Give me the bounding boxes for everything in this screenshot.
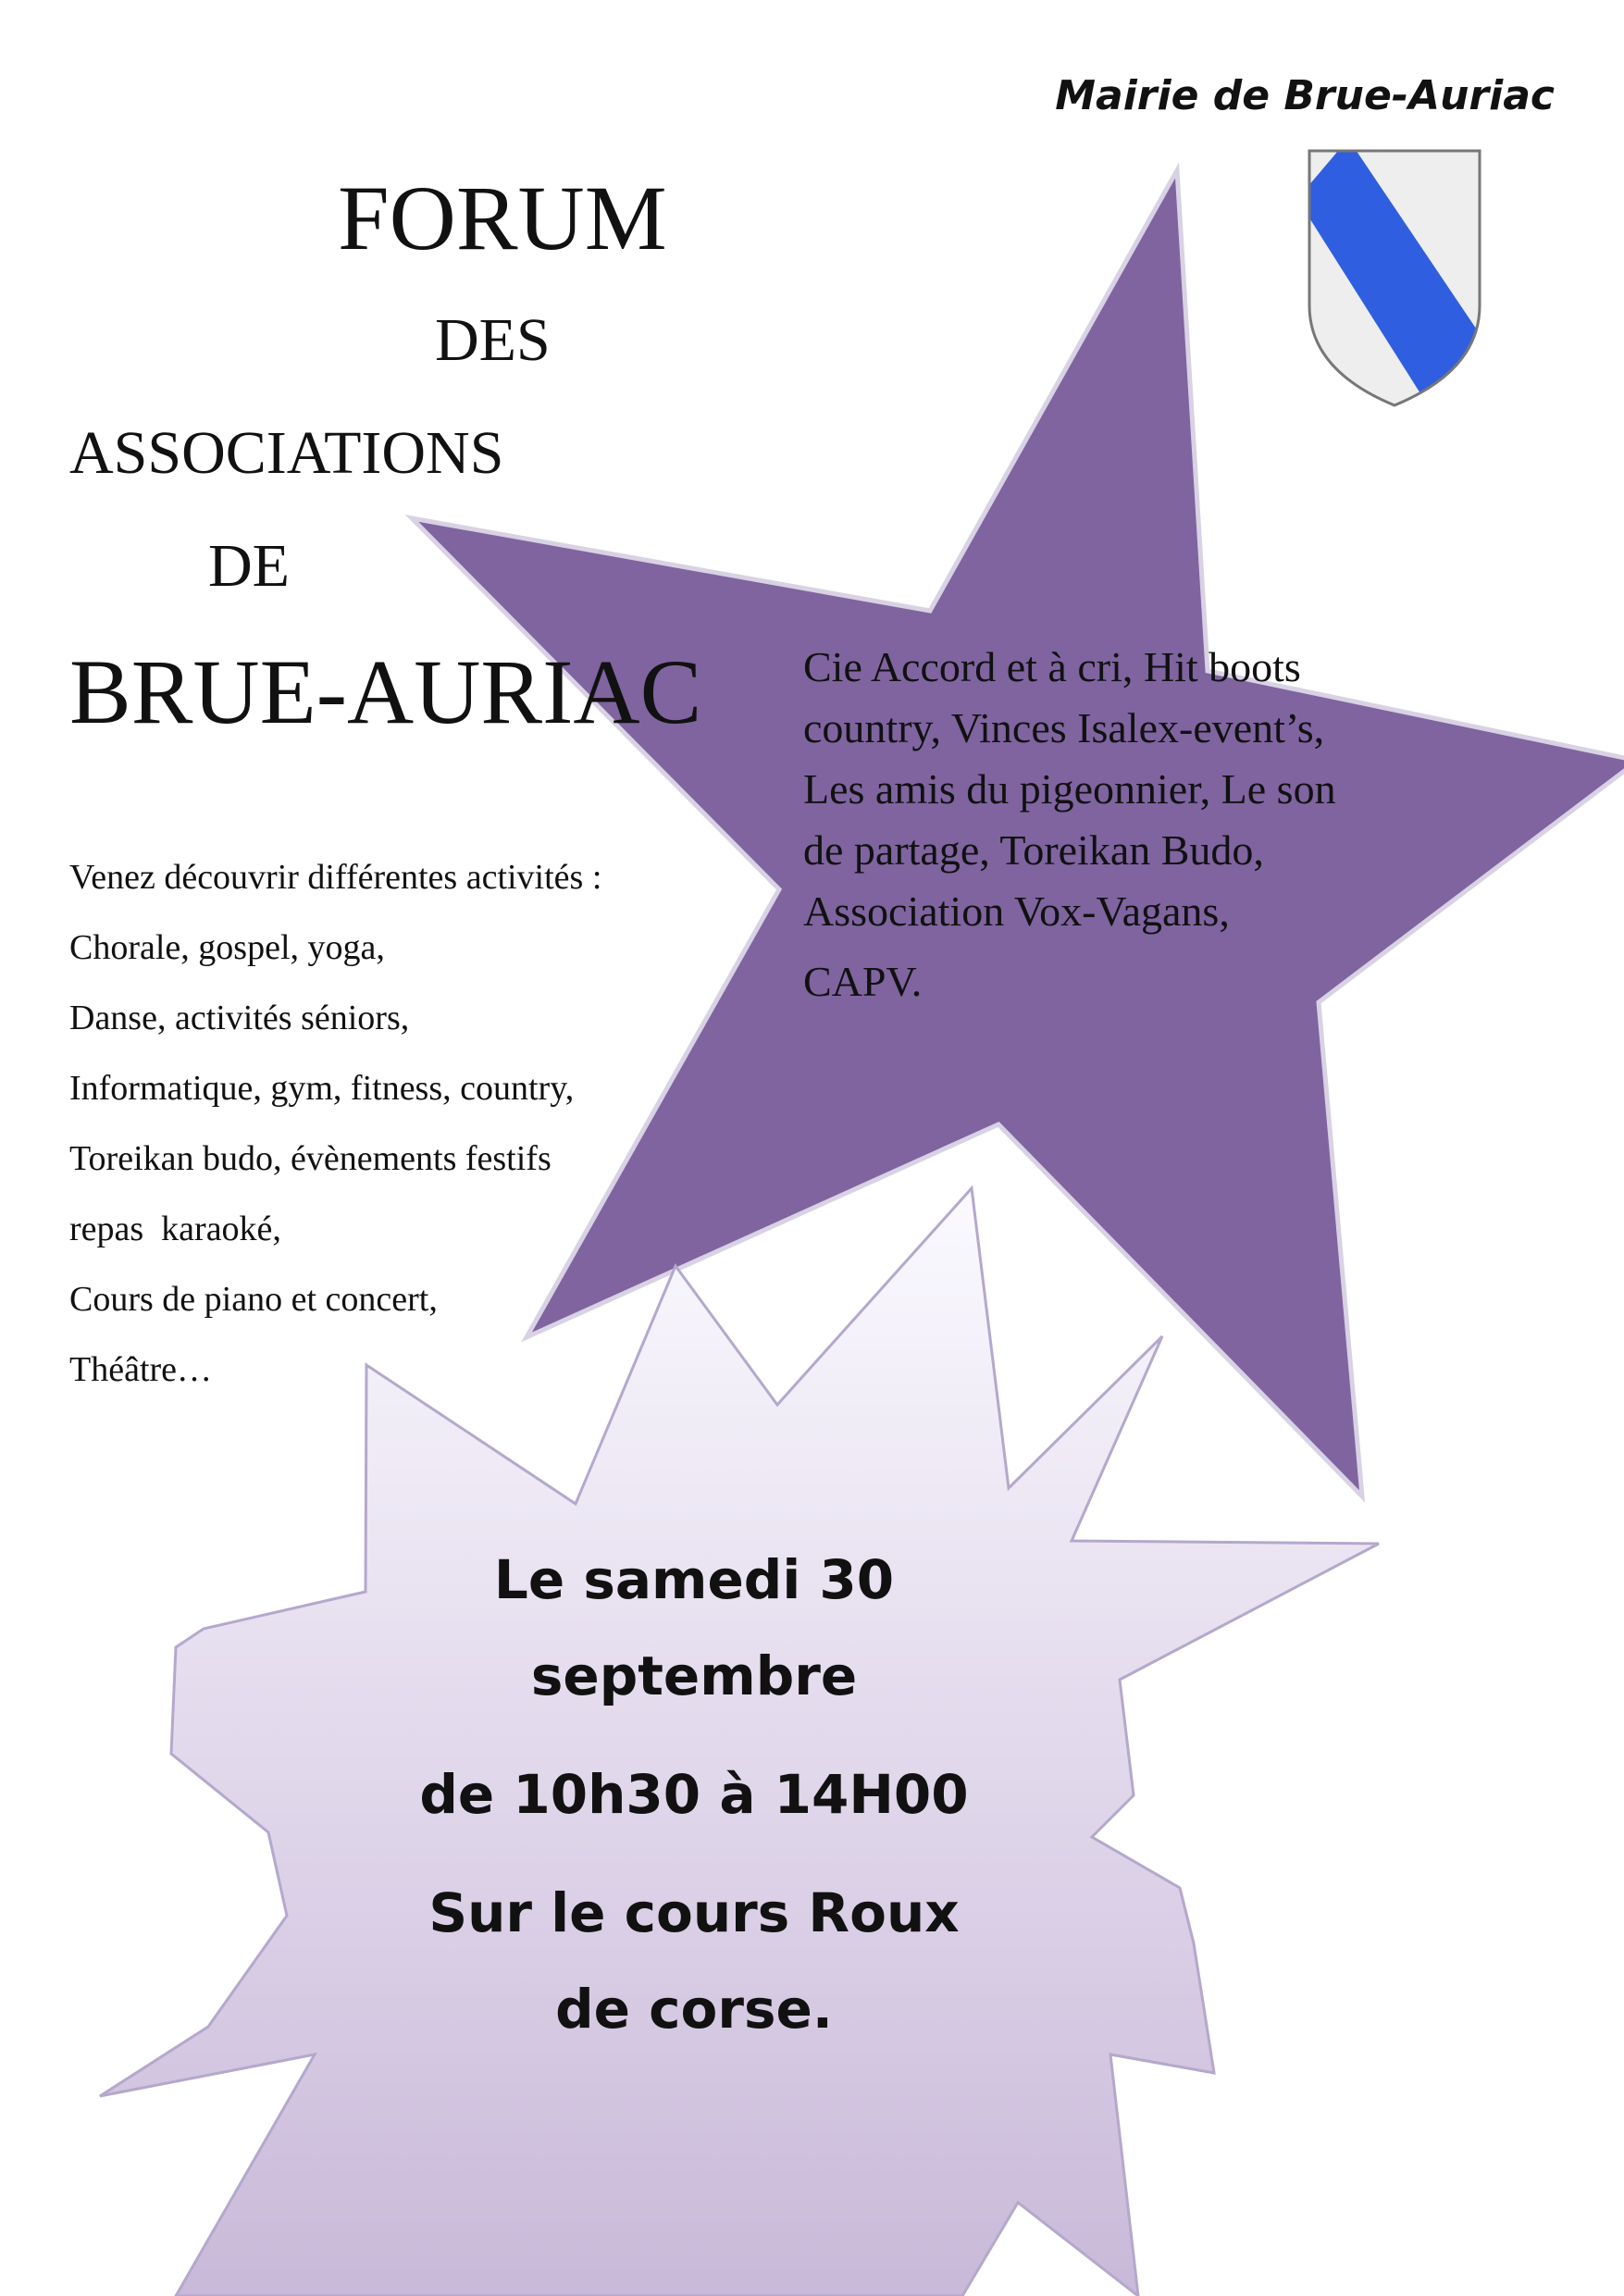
associations-list bbox=[803, 637, 1349, 1012]
event-date-line1: Le samedi 30 bbox=[493, 1548, 895, 1611]
coat-of-arms-icon bbox=[1307, 148, 1482, 407]
event-details bbox=[324, 1532, 1064, 2057]
title-de: DE bbox=[208, 532, 290, 600]
mairie-header: Mairie de Brue-Auriac bbox=[1055, 72, 1555, 119]
activity-line: Toreikan budo, évènements festifs bbox=[69, 1139, 552, 1178]
activity-line: Chorale, gospel, yoga, bbox=[69, 928, 385, 967]
activity-line: Danse, activités séniors, bbox=[69, 999, 410, 1037]
title-brue-auriac: BRUE-AURIAC bbox=[69, 640, 702, 743]
activity-line: Cours de piano et concert, bbox=[69, 1280, 438, 1319]
activities-list bbox=[69, 842, 717, 1405]
event-date-line2: septembre bbox=[530, 1644, 858, 1707]
title-forum: FORUM bbox=[338, 167, 667, 269]
title-associations: ASSOCIATIONS bbox=[69, 419, 504, 487]
associations-text: Cie Accord et à cri, Hit boots country, Vinces Isalex-event’s, Les amis du pigeonnier, Le son de partage, Toreikan Budo, Association Vox-Vagans, bbox=[803, 643, 1336, 935]
associations-last: CAPV. bbox=[803, 958, 923, 1005]
activity-line: repas karaoké, bbox=[69, 1210, 281, 1248]
title-des: DES bbox=[435, 306, 551, 374]
activities-intro: Venez découvrir différentes activités : bbox=[69, 858, 602, 897]
activity-line: Informatique, gym, fitness, country, bbox=[69, 1069, 575, 1108]
event-place-line1: Sur le cours Roux bbox=[428, 1881, 960, 1944]
event-time: de 10h30 à 14H00 bbox=[419, 1763, 969, 1826]
activity-line: Théâtre… bbox=[69, 1350, 213, 1389]
event-place-line2: de corse. bbox=[555, 1978, 833, 2041]
